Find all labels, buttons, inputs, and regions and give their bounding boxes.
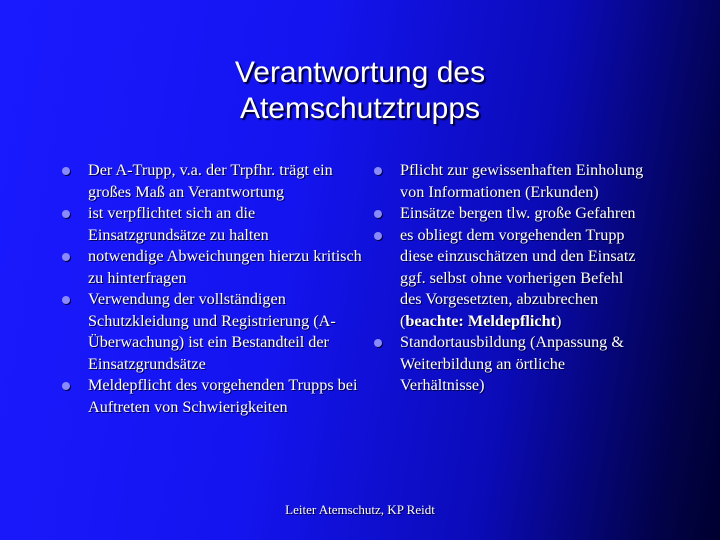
bullet-dot-icon [62,253,70,261]
slide-title [170,55,550,127]
bullet-dot-icon [374,210,382,218]
right-bullet-item [374,203,649,225]
bullet-text: Standortausbildung (Anpassung & Weiterbildung an örtliche Verhältnisse) [400,333,624,394]
slide-footer: Leiter Atemschutz, KP Reidt [285,502,435,517]
bullet-dot-icon [62,210,70,218]
left-bullet-list [62,160,362,418]
bullet-dot-icon [62,296,70,304]
right-bullet-list [374,160,649,397]
right-bullet-item [374,225,649,333]
bullet-text: ist verpflichtet sich an die Einsatzgrundsätze zu halten [88,204,269,244]
bullet-text: Der A-Trupp, v.a. der Trpfhr. trägt ein großes Maß an Verantwortung [88,161,333,201]
left-bullet-item [62,246,362,289]
bullet-dot-icon [374,339,382,347]
bullet-text: notwendige Abweichungen hierzu kritisch zu hinterfragen [88,247,362,287]
bullet-text: Verwendung der vollständigen Schutzkleidung und Registrierung (A-Überwachung) ist ein Bestandteil der Einsatzgrundsätze [88,290,336,373]
bullet-dot-icon [374,167,382,175]
left-bullet-item [62,289,362,375]
title-line-1: Verantwortung des [234,56,486,89]
meldepflicht-note: beachte: Meldepflicht [405,311,556,330]
right-bullet-item [374,332,649,397]
bullet-text-main: es obliegt dem vorgehenden Trupp diese einzuschätzen und den Einsatz ggf. selbst ohne vorherigen Befehl des Vorgesetzten, abzubrechen ( [400,225,636,330]
left-bullet-item [62,203,362,246]
bullet-dot-icon [374,232,382,240]
bullet-text: Pflicht zur gewissenhaften Einholung von Informationen (Erkunden) [400,161,644,201]
bullet-text-end: ) [556,311,562,330]
bullet-text: Einsätze bergen tlw. große Gefahren [400,204,636,222]
bullet-dot-icon [62,382,70,390]
left-bullet-item [62,375,362,418]
bullet-text: Meldepflicht des vorgehenden Trupps bei Auftreten von Schwierigkeiten [88,376,358,416]
bullet-text [400,226,636,330]
right-bullet-item [374,160,649,203]
bullet-dot-icon [62,167,70,175]
title-line-2: Atemschutztrupps [239,92,481,125]
left-bullet-item [62,160,362,203]
